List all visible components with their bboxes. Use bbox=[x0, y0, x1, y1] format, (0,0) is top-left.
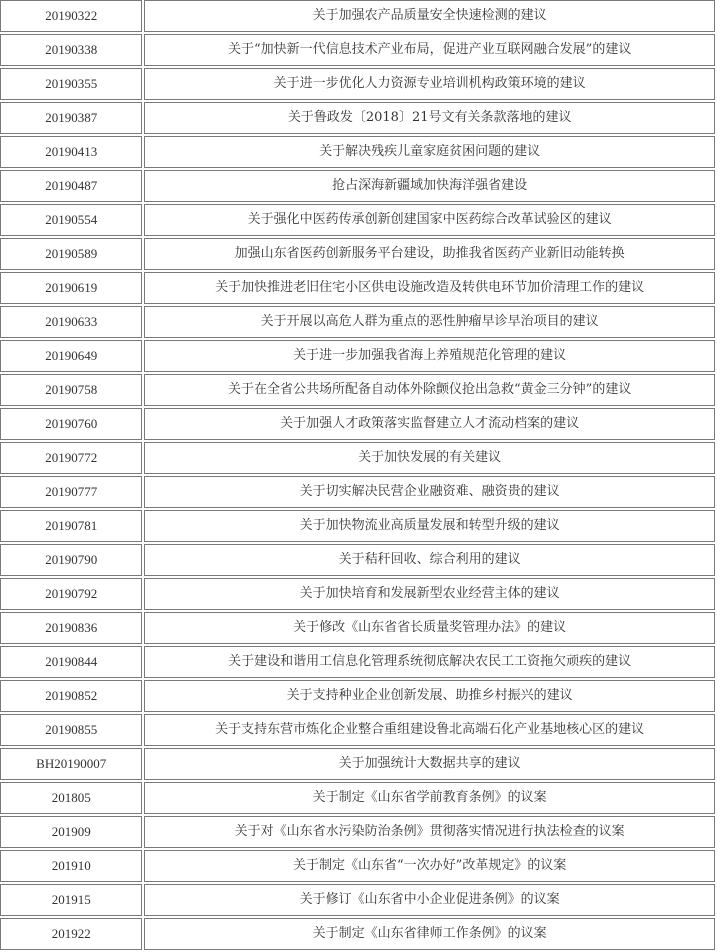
proposal-code-cell: 20190413 bbox=[0, 136, 142, 168]
proposal-code-cell: 20190322 bbox=[0, 0, 142, 32]
table-row bbox=[0, 442, 715, 474]
table-row bbox=[0, 136, 715, 168]
table-row bbox=[0, 816, 715, 848]
proposal-title-cell: 关于鲁政发〔2018〕21号文有关条款落地的建议 bbox=[144, 102, 715, 134]
proposal-title-cell: 关于切实解决民营企业融资难、融资贵的建议 bbox=[144, 476, 715, 508]
proposal-title-cell: 关于加强农产品质量安全快速检测的建议 bbox=[144, 0, 715, 32]
proposal-code-cell: 20190554 bbox=[0, 204, 142, 236]
proposal-code-cell: 20190633 bbox=[0, 306, 142, 338]
proposal-title-cell: 关于制定《山东省学前教育条例》的议案 bbox=[144, 782, 715, 814]
table-row bbox=[0, 0, 715, 32]
table-row bbox=[0, 238, 715, 270]
proposal-code-cell: 20190836 bbox=[0, 612, 142, 644]
proposal-title-cell: 关于加快培育和发展新型农业经营主体的建议 bbox=[144, 578, 715, 610]
table-row bbox=[0, 68, 715, 100]
table-row bbox=[0, 510, 715, 542]
proposal-title-cell: 关于解决残疾儿童家庭贫困问题的建议 bbox=[144, 136, 715, 168]
proposal-title-cell: 关于进一步加强我省海上养殖规范化管理的建议 bbox=[144, 340, 715, 372]
proposal-code-cell: 201805 bbox=[0, 782, 142, 814]
proposal-title-cell: 抢占深海新疆域加快海洋强省建设 bbox=[144, 170, 715, 202]
proposal-title-cell: 关于加快物流业高质量发展和转型升级的建议 bbox=[144, 510, 715, 542]
proposal-title-cell: 关于加快推进老旧住宅小区供电设施改造及转供电环节加价清理工作的建议 bbox=[144, 272, 715, 304]
table-row bbox=[0, 476, 715, 508]
table-row bbox=[0, 782, 715, 814]
proposal-title-cell: 关于建设和谐用工信息化管理系统彻底解决农民工工资拖欠顽疾的建议 bbox=[144, 646, 715, 678]
table-row bbox=[0, 272, 715, 304]
table-row bbox=[0, 748, 715, 780]
proposal-title-cell: 关于加快发展的有关建议 bbox=[144, 442, 715, 474]
proposal-code-cell: 20190790 bbox=[0, 544, 142, 576]
proposal-code-cell: 201915 bbox=[0, 884, 142, 916]
proposal-title-cell: 关于开展以高危人群为重点的恶性肿瘤早诊早治项目的建议 bbox=[144, 306, 715, 338]
proposal-title-cell: 关于修订《山东省中小企业促进条例》的议案 bbox=[144, 884, 715, 916]
table-row bbox=[0, 918, 715, 950]
proposal-code-cell: 20190855 bbox=[0, 714, 142, 746]
proposal-title-cell: 关于制定《山东省律师工作条例》的议案 bbox=[144, 918, 715, 950]
proposal-code-cell: 201922 bbox=[0, 918, 142, 950]
proposal-code-cell: 20190338 bbox=[0, 34, 142, 66]
table-row bbox=[0, 340, 715, 372]
proposal-code-cell: 20190649 bbox=[0, 340, 142, 372]
proposal-code-cell: 20190487 bbox=[0, 170, 142, 202]
proposal-title-cell: 关于强化中医药传承创新创建国家中医药综合改革试验区的建议 bbox=[144, 204, 715, 236]
proposal-code-cell: 20190589 bbox=[0, 238, 142, 270]
proposal-code-cell: 201910 bbox=[0, 850, 142, 882]
proposal-code-cell: BH20190007 bbox=[0, 748, 142, 780]
proposal-code-cell: 20190777 bbox=[0, 476, 142, 508]
table-row bbox=[0, 714, 715, 746]
proposal-code-cell: 20190844 bbox=[0, 646, 142, 678]
proposal-title-cell: 关于支持种业企业创新发展、助推乡村振兴的建议 bbox=[144, 680, 715, 712]
table-row bbox=[0, 408, 715, 440]
table-row bbox=[0, 306, 715, 338]
proposal-title-cell: 加强山东省医药创新服务平台建设，助推我省医药产业新旧动能转换 bbox=[144, 238, 715, 270]
proposal-title-cell: 关于进一步优化人力资源专业培训机构政策环境的建议 bbox=[144, 68, 715, 100]
table-row bbox=[0, 680, 715, 712]
proposal-code-cell: 201909 bbox=[0, 816, 142, 848]
proposal-title-cell: 关于制定《山东省“一次办好”改革规定》的议案 bbox=[144, 850, 715, 882]
proposal-title-cell: 关于对《山东省水污染防治条例》贯彻落实情况进行执法检查的议案 bbox=[144, 816, 715, 848]
proposal-code-cell: 20190619 bbox=[0, 272, 142, 304]
table-row bbox=[0, 612, 715, 644]
proposal-code-cell: 20190758 bbox=[0, 374, 142, 406]
table-row bbox=[0, 204, 715, 236]
proposal-code-cell: 20190355 bbox=[0, 68, 142, 100]
table-row bbox=[0, 850, 715, 882]
table-row bbox=[0, 102, 715, 134]
proposal-code-cell: 20190852 bbox=[0, 680, 142, 712]
proposal-code-cell: 20190760 bbox=[0, 408, 142, 440]
proposal-title-cell: 关于“加快新一代信息技术产业布局，促进产业互联网融合发展”的建议 bbox=[144, 34, 715, 66]
proposal-title-cell: 关于修改《山东省省长质量奖管理办法》的建议 bbox=[144, 612, 715, 644]
table-row bbox=[0, 34, 715, 66]
proposal-code-cell: 20190772 bbox=[0, 442, 142, 474]
table-row bbox=[0, 170, 715, 202]
proposal-title-cell: 关于秸秆回收、综合利用的建议 bbox=[144, 544, 715, 576]
proposal-title-cell: 关于支持东营市炼化企业整合重组建设鲁北高端石化产业基地核心区的建议 bbox=[144, 714, 715, 746]
table-row bbox=[0, 374, 715, 406]
proposal-code-cell: 20190387 bbox=[0, 102, 142, 134]
table-row bbox=[0, 884, 715, 916]
proposal-code-cell: 20190781 bbox=[0, 510, 142, 542]
proposal-title-cell: 关于加强人才政策落实监督建立人才流动档案的建议 bbox=[144, 408, 715, 440]
table-row bbox=[0, 544, 715, 576]
proposal-code-cell: 20190792 bbox=[0, 578, 142, 610]
table-row bbox=[0, 646, 715, 678]
table-row bbox=[0, 578, 715, 610]
proposal-title-cell: 关于在全省公共场所配备自动体外除颤仪抢出急救“黄金三分钟”的建议 bbox=[144, 374, 715, 406]
proposal-title-cell: 关于加强统计大数据共享的建议 bbox=[144, 748, 715, 780]
